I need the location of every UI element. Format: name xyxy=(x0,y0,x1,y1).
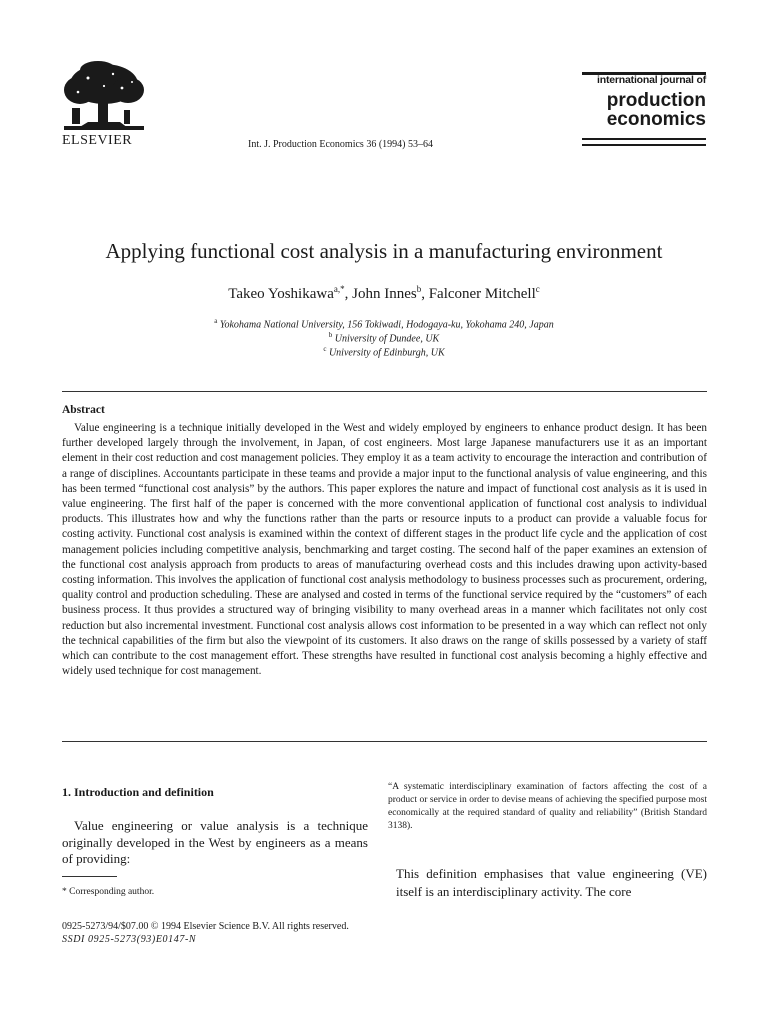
journal-rule xyxy=(582,138,706,140)
author-mark: c xyxy=(535,284,540,294)
author-mark: a,* xyxy=(333,284,345,294)
journal-citation: Int. J. Production Economics 36 (1994) 53–64 xyxy=(248,139,433,150)
author-name: John Innes xyxy=(352,286,417,302)
abstract-top-rule xyxy=(62,391,707,392)
author-name: Falconer Mitchell xyxy=(428,286,536,302)
author-list xyxy=(0,284,768,303)
elsevier-tree-logo xyxy=(58,60,150,132)
journal-name-line1: production xyxy=(606,90,706,111)
affiliation-text: University of Dundee, UK xyxy=(334,333,440,345)
definition-quote: “A systematic interdisciplinary examination of factors affecting the cost of a product or service in order to devise means of achieving the specified purpose most economically at the required standard of quality and reliability” (British Standard 3138). xyxy=(388,782,707,831)
column2-paragraph: This definition emphasises that value engineering (VE) itself is an interdisciplinary activity. The core xyxy=(396,866,707,899)
affiliation xyxy=(0,345,768,358)
intro-paragraph: Value engineering or value analysis is a technique originally developed in the West by engineers as a means of providing: xyxy=(62,818,368,866)
affiliation xyxy=(0,331,768,344)
affiliation-mark: b xyxy=(328,331,333,339)
journal-name-line2: economics xyxy=(606,109,706,130)
affiliation xyxy=(0,317,768,330)
article-title: Applying functional cost analysis in a manufacturing environment xyxy=(105,239,663,263)
publisher-name: ELSEVIER xyxy=(62,133,133,148)
copyright-line: 0925-5273/94/$07.00 © 1994 Elsevier Science B.V. All rights reserved. xyxy=(62,921,349,932)
footnote-rule xyxy=(62,876,117,877)
author-separator: , xyxy=(421,286,429,302)
footnote: * Corresponding author. xyxy=(62,887,155,897)
author-mark: b xyxy=(416,284,422,294)
author-name: Takeo Yoshikawa xyxy=(228,286,334,302)
affiliation-text: University of Edinburgh, UK xyxy=(328,347,445,359)
section-heading: 1. Introduction and definition xyxy=(62,785,214,799)
ssdi-line: SSDI 0925-5273(93)E0147-N xyxy=(62,934,197,945)
abstract-bottom-rule xyxy=(62,741,707,742)
copyright-block xyxy=(62,920,349,946)
abstract-text: Value engineering is a technique initially developed in the West and widely employed by engineers to enhance product design. It has been further developed largely through the involvement, in Japan, of cost engineers. Most large Japanese manufacturers use it as an important element in their cost reduction and cost management policies. They employ it as a team activity to encourage the interaction and contribution of a range of disciplines. Accountants participate in these teams and provide a major input to the functional analysis of value engineering, and this has been termed “functional cost analysis” by the authors. This paper explores the nature and impact of functional cost analysis as it is used in value engineering. The first half of the paper is concerned with the more conventional application of functional cost analysis to individual products. This illustrates how and why the functions rather than the parts or resource inputs to a product can provide a valuable focus for costing activity. Functional cost analysis is examined within the context of different stages in the product life cycle and the application of cost management policies including competitive analysis, benchmarking and target costing. The second half of the paper examines an extension of the functional cost analysis approach from products to areas of manufacturing overhead costs and this includes drawing upon activity-based costing information. This involves the application of functional cost analysis methodology to business processes such as procurement, ordering, quality control and production scheduling. These are analysed and costed in terms of the functional service required by the “customers” of each business process. It thus provides a structured way of bringing visibility to many overhead areas in a manner which facilitates not only cost reduction but also incremental investment. Functional cost analysis allows cost information to be presented in a way which can reflect not only the technical capabilities of the firm but also the viewpoint of its customers. It also draws on the range of skills possessed by a variety of staff which can contribute to the cost management effort. These strengths have resulted in functional cost analysis becoming a highly effective and widely used technique for cost management. xyxy=(62,422,707,678)
affiliation-text: Yokohama National University, 156 Tokiwadi, Hodogaya-ku, Yokohama 240, Japan xyxy=(219,319,554,331)
abstract-heading: Abstract xyxy=(62,404,105,416)
affiliation-mark: c xyxy=(323,345,327,353)
journal-prefix: international journal of xyxy=(597,74,706,86)
journal-rule xyxy=(582,144,706,146)
affiliation-mark: a xyxy=(214,317,218,325)
author-separator: , xyxy=(344,286,353,302)
